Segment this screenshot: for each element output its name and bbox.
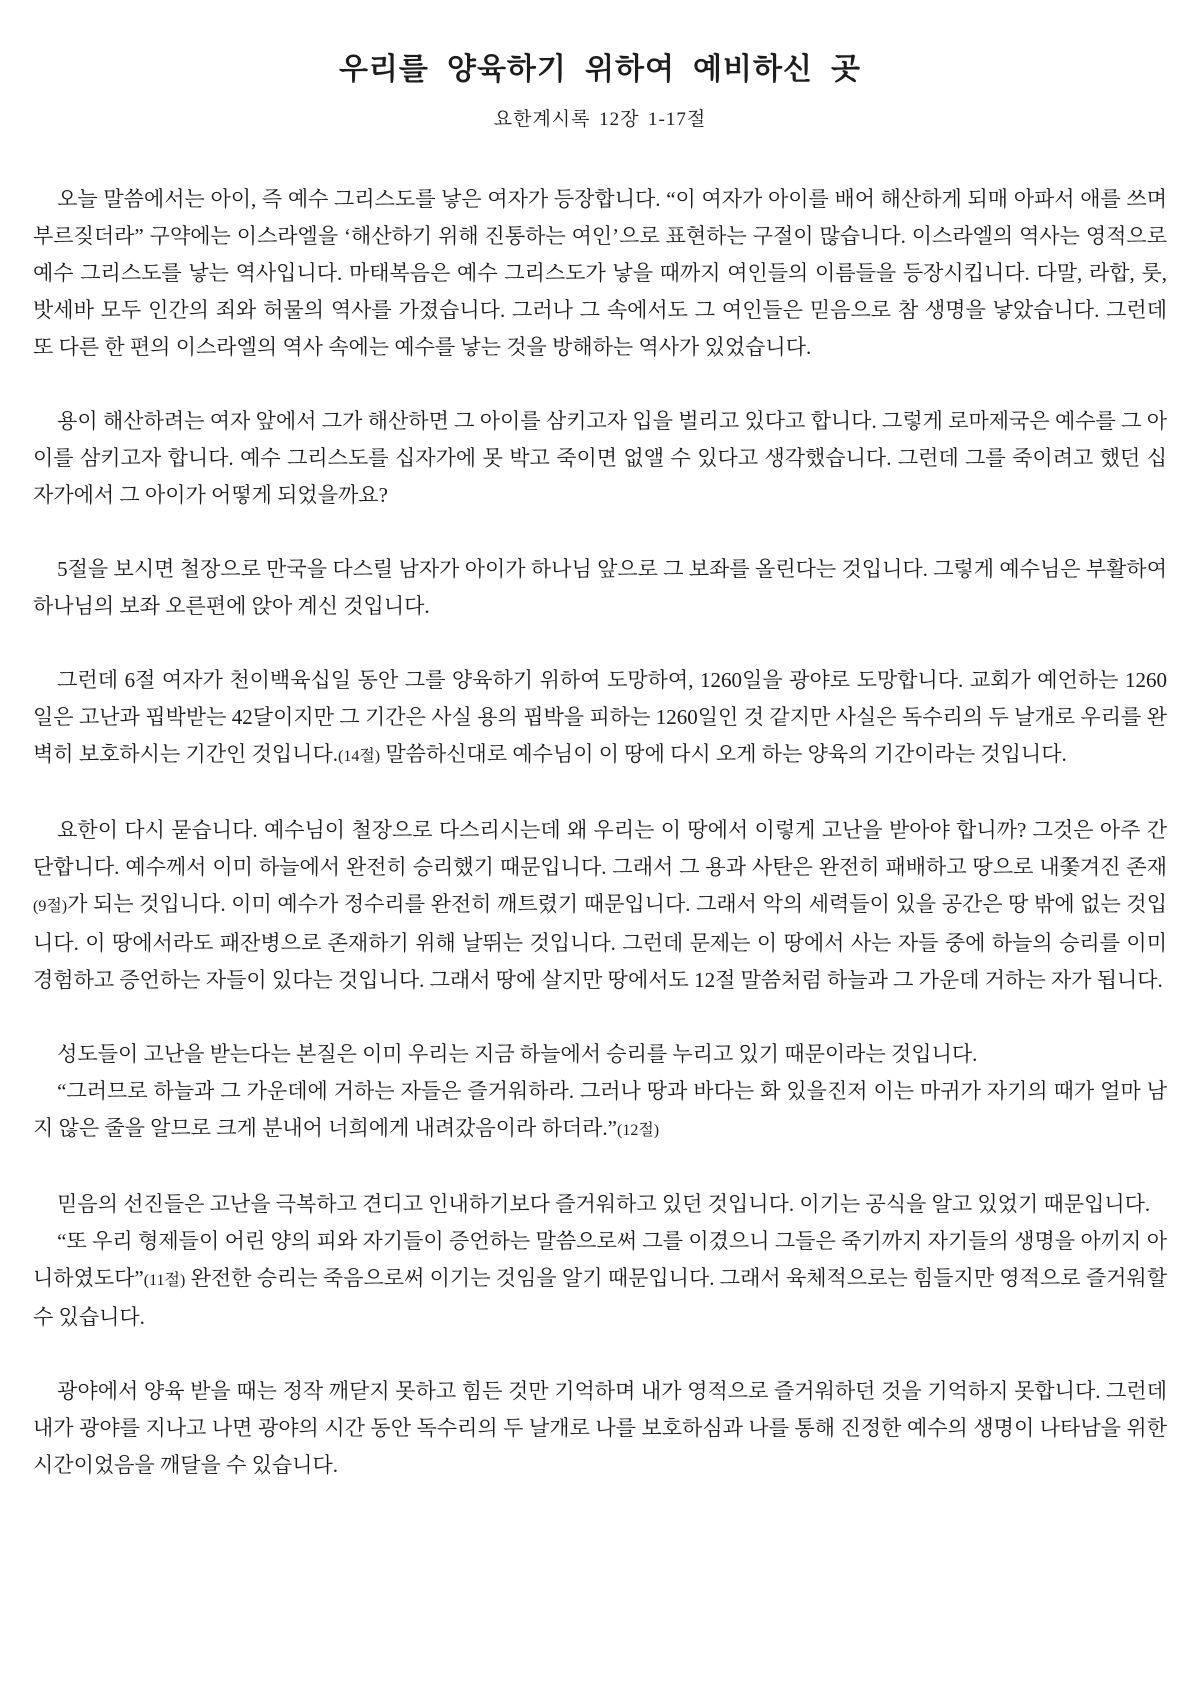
text-run: 완전한 승리는 죽음으로써 이기는 것임을 알기 때문입니다. 그래서 육체적으로는 힘들지만 영적으로 즐거워할 수 있습니다.: [33, 1266, 1167, 1329]
paragraph: [33, 812, 1167, 999]
page-title: 우리를 양육하기 위하여 예비하신 곳: [338, 53, 862, 86]
text-run: 요한이 다시 묻습니다. 예수님이 철장으로 다스리시는데 왜 우리는 이 땅에서 이렇게 고난을 받아야 합니까? 그것은 아주 간단합니다. 예수께서 이미 하늘에서 완전히 승리했기 때문입니다. 그래서 그 용과 사탄은 완전히 패배하고 땅으로 내쫓겨진 존재: [33, 818, 1167, 879]
text-run: 성도들이 고난을 받는다는 본질은 이미 우리는 지금 하늘에서 승리를 누리고 있기 때문이라는 것입니다.: [57, 1042, 978, 1066]
text-block: [33, 1073, 1167, 1149]
text-block: [33, 403, 1167, 514]
text-block: [33, 812, 1167, 999]
paragraph: [33, 662, 1167, 775]
text-run: 말씀하신대로 예수님이 이 땅에 다시 오게 하는 양육의 기간이라는 것입니다.: [380, 742, 1067, 766]
text-run: 오늘 말씀에서는 아이, 즉 예수 그리스도를 낳은 여자가 등장합니다. “이 여자가 아이를 배어 해산하게 되매 아파서 애를 쓰며 부르짖더라” 구약에는 이스라엘을 ‘해산하기 위해 진통하는 여인’으로 표현하는 구절이 많습니다. 이스라엘의 역사는 영적으로 예수 그리스도를 낳는 역사입니다. 마태복음은 예수 그리스도가 낳을 때까지 여인들의 이름들을 등장시킵니다. 다말, 라합, 룻, 밧세바 모두 인간의 죄와 허물의 역사를 가졌습니다. 그러나 그 속에서도 그 여인들은 믿음으로 참 생명을 낳았습니다. 그런데 또 다른 한 편의 이스라엘의 역사 속에는 예수를 낳는 것을 방해하는 역사가 있었습니다.: [33, 187, 1167, 359]
paragraph: [33, 1186, 1167, 1336]
verse-ref: (12절): [617, 1122, 660, 1139]
text-run: 용이 해산하려는 여자 앞에서 그가 해산하면 그 아이를 삼키고자 입을 벌리고 있다고 합니다. 그렇게 로마제국은 예수를 그 아이를 삼키고자 합니다. 예수 그리스도를 십자가에 못 박고 죽이면 없앨 수 있다고 생각했습니다. 그런데 그를 죽이려고 했던 십자가에서 그 아이가 어떻게 되었을까요?: [33, 409, 1167, 507]
text-run: 광야에서 양육 받을 때는 정작 깨닫지 못하고 힘든 것만 기억하며 내가 영적으로 즐거워하던 것을 기억하지 못합니다. 그런데 내가 광야를 지나고 나면 광야의 시간 동안 독수리의 두 날개로 나를 보호하심과 나를 통해 진정한 예수의 생명이 나타남을 위한 시간이었음을 깨달을 수 있습니다.: [33, 1379, 1167, 1477]
text-run: 믿음의 선진들은 고난을 극복하고 견디고 인내하기보다 즐거워하고 있던 것입니다. 이기는 공식을 알고 있었기 때문입니다.: [57, 1192, 1151, 1216]
paragraph: [33, 551, 1167, 625]
text-run: 가 되는 것입니다. 이미 예수가 정수리를 완전히 깨트렸기 때문입니다. 그래서 악의 세력들이 있을 공간은 땅 밖에 없는 것입니다. 이 땅에서라도 패잔병으로 존재하기 위해 날뛰는 것입니다. 그런데 문제는 이 땅에서 사는 자들 중에 하늘의 승리를 이미 경험하고 증언하는 자들이 있다는 것입니다. 그래서 땅에 살지만 땅에서도 12절 말씀처럼 하늘과 그 가운데 거하는 자가 됩니다.: [33, 892, 1167, 992]
text-run: 5절을 보시면 철장으로 만국을 다스릴 남자가 아이가 하나님 앞으로 그 보좌를 올린다는 것입니다. 그렇게 예수님은 부활하여 하나님의 보좌 오른편에 앉아 계신 것입니다.: [33, 557, 1167, 618]
text-run: 그런데 6절 여자가 천이백육십일 동안 그를 양육하기 위하여 도망하여, 1260일을 광야로 도망합니다. 교회가 예언하는 1260일은 고난과 핍박받는 42달이지만 그 기간은 사실 용의 핍박을 피하는 1260일인 것 같지만 사실은 독수리의 두 날개로 우리를 완벽히 보호하시는 기간인 것입니다.: [33, 668, 1167, 766]
text-block: [33, 181, 1167, 366]
text-block: [33, 551, 1167, 625]
text-run: “또 우리 형제들이 어린 양의 피와 자기들이 증언하는 말씀으로써 그를 이겼으니 그들은 죽기까지 자기들의 생명을 아끼지 아니하였도다”: [33, 1229, 1167, 1290]
verse-ref: (14절): [338, 748, 381, 765]
scripture-reference: 요한계시록 12장 1-17절: [493, 109, 707, 130]
text-block: [33, 1223, 1167, 1336]
text-block: [33, 1373, 1167, 1484]
paragraph: [33, 181, 1167, 366]
paragraph: [33, 403, 1167, 514]
verse-ref: (9절): [33, 898, 68, 915]
verse-ref: (11절): [143, 1272, 186, 1289]
text-block: [33, 1036, 1167, 1073]
paragraph: [33, 1036, 1167, 1149]
text-block: [33, 662, 1167, 775]
text-run: “그러므로 하늘과 그 가운데에 거하는 자들은 즐거워하라. 그러나 땅과 바다는 화 있을진저 이는 마귀가 자기의 때가 얼마 남지 않은 줄을 알므로 크게 분내어 너희에게 내려갔음이라 하더라.”: [33, 1079, 1167, 1140]
text-block: [33, 1186, 1167, 1223]
paragraph: [33, 1373, 1167, 1484]
document-body: [33, 181, 1167, 1484]
